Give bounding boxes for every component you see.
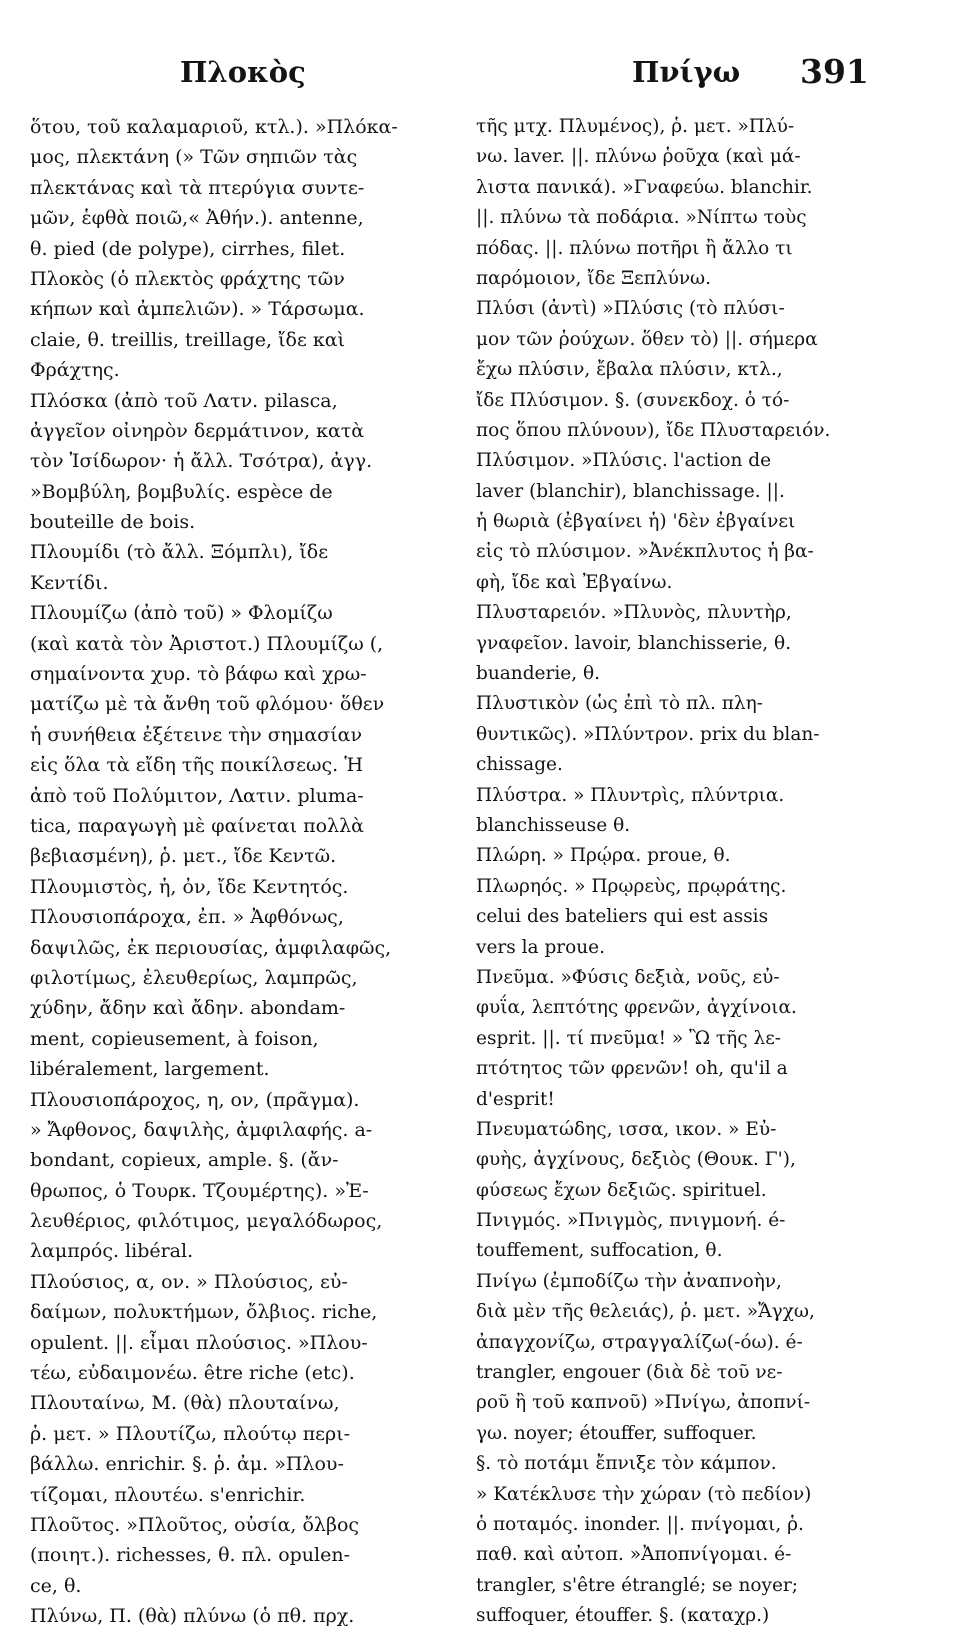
text-line: claie, θ. treillis, treillage, ἴδε καὶ [30,328,345,351]
text-line: λαμπρός. libéral. [30,1240,194,1263]
text-line: λιστα πανικά). »Γναφεύω. blanchir. [476,176,813,198]
text-line: trangler, s'être étranglé; se noyer; [476,1574,798,1596]
text-line: chissage. [476,754,563,776]
text-line: trangler, engouer (διὰ δὲ τοῦ νε- [476,1362,783,1384]
text-line: θ. pied (de polype), cirrhes, filet. [30,237,346,260]
text-line: Φράχτης. [30,359,120,382]
text-line: bouteille de bois. [30,511,196,534]
text-line: τῆς μτχ. Πλυμένος), ῥ. μετ. »Πλύ- [476,116,795,137]
text-line: Πλοκὸς (ὁ πλεκτὸς φράχτης τῶν [30,267,345,290]
text-line: Πλωρηός. » Πρῳρεὺς, πρῳράτης. [476,875,787,897]
running-head-right: Πνίγω [632,55,741,89]
text-line: μον τῶν ῥούχων. ὅθεν τὸ) ||. σήμερα [476,328,818,350]
left-column [30,112,458,1632]
text-line: vers la proue. [476,936,606,958]
text-line: Πλουμίζω (ἀπὸ τοῦ) » Φλομίζω [30,602,333,625]
text-line: bondant, copieux, ample. §. (ἄν- [30,1149,339,1172]
text-line: Πλουμιστὸς, ἡ, ὀν, ἴδε Κεντητός. [30,875,349,898]
text-line: » Ἄφθονος, δαψιλὴς, ἀμφιλαφής. a- [30,1118,373,1141]
text-line: πλεκτάνας καὶ τὰ πτερύγια συντε- [30,176,365,199]
text-line: (ποιητ.). richesses, θ. πλ. opulen- [30,1544,351,1567]
text-line: ἔχω πλύσιν, ἔβαλα πλύσιν, κτλ., [476,359,783,381]
text-line: λευθέριος, φιλότιμος, μεγαλόδωρος, [30,1210,383,1233]
text-line: laver (blanchir), blanchissage. ||. [476,480,785,502]
text-line: χύδην, ἄδην καὶ ἄδην. abondam- [30,997,346,1020]
text-line: κήπων καὶ ἀμπελιῶν). » Τάρσωμα. [30,298,365,321]
text-line: Πλουσιοπάροχα, ἐπ. » Ἀφθόνως, [30,906,344,929]
text-line: φύσεως ἔχων δεξιῶς. spirituel. [476,1179,767,1201]
text-line: βεβιασμένη), ῥ. μετ., ἴδε Κεντῶ. [30,845,337,868]
text-line: εἰς ὅλα τὰ εἴδη τῆς ποικίλσεως. Ἡ [30,754,364,777]
text-line: δαψιλῶς, ἐκ περιουσίας, ἀμφιλαφῶς, [30,936,392,959]
text-line: τέω, εὐδαιμονέω. être riche (etc). [30,1362,355,1385]
text-line: tica, παραγωγὴ μὲ φαίνεται πολλὰ [30,814,364,837]
text-line: blanchisseuse θ. [476,814,631,836]
text-line: φὴ, ἴδε καὶ Ἐβγαίνω. [476,571,673,593]
text-line: παθ. καὶ αὐτοπ. »Ἀποπνίγομαι. é- [476,1544,792,1566]
text-line: πόδας. ||. πλύνω ποτῆρι ἢ ἄλλο τι [476,237,793,259]
text-line: (καὶ κατὰ τὸν Ἀριστοτ.) Πλουμίζω (, [30,632,384,655]
text-line: Πλυστικὸν (ὡς ἐπὶ τὸ πλ. πλη- [476,693,763,715]
running-head-left: Πλοκὸς [180,55,306,89]
text-line: buanderie, θ. [476,663,600,685]
text-line: celui des bateliers qui est assis [476,906,769,928]
text-line: Πλόσκα (ἀπὸ τοῦ Λατν. pilasca, [30,389,338,412]
text-line: Πλουμίδι (τὸ ἄλλ. Ξόμπλι), ἴδε [30,541,329,564]
text-line: διὰ μὲν τῆς θελειάς), ῥ. μετ. »Ἄγχω, [476,1301,815,1323]
text-line: »Βομβύλη, βομβυλίς. espèce de [30,480,333,503]
text-line: Πλυσταρειόν. »Πλυνὸς, πλυντὴρ, [476,602,792,624]
text-line: θυντικῶς). »Πλύντρον. prix du blan- [476,723,820,745]
text-line: θρωπος, ὁ Τουρκ. Τζουμέρτης). »Ἐ- [30,1179,369,1202]
text-line: πτότητος τῶν φρενῶν! oh, qu'il a [476,1058,788,1080]
text-line: d'esprit! [476,1088,555,1110]
text-line: ὅτου, τοῦ καλαμαριοῦ, κτλ.). »Πλόκα- [30,116,398,138]
text-line: βάλλω. enrichir. §. ῥ. ἀμ. »Πλου- [30,1453,344,1476]
text-line: Πλύσιμον. »Πλύσις. l'action de [476,450,772,472]
text-line: ῥ. μετ. » Πλουτίζω, πλούτῳ περι- [30,1422,351,1445]
text-line: ||. πλύνω τὰ ποδάρια. »Νίπτω τοὺς [476,207,807,229]
text-line: Πνεῦμα. »Φύσις δεξιὰ, νοῦς, εὐ- [476,966,780,988]
text-line: Πλύνω, Π. (θὰ) πλύνω (ὁ πθ. πρχ. [30,1605,355,1628]
text-line: μος, πλεκτάνη (» Τῶν σηπιῶν τὰς [30,146,358,169]
page-number: 391 [800,52,869,91]
text-line: ἡ θωριὰ (ἐβγαίνει ἡ) 'δὲν ἐβγαίνει [476,511,796,533]
text-line: φιλοτίμως, ἐλευθερίως, λαμπρῶς, [30,966,358,989]
text-line: suffoquer, étouffer. §. (καταχρ.) [476,1605,770,1627]
text-line: νω. laver. ||. πλύνω ῥοῦχα (καὶ μά- [476,146,801,168]
text-line: opulent. ||. εἶμαι πλούσιος. »Πλου- [30,1331,368,1354]
text-line: » Κατέκλυσε τὴν χώραν (τὸ πεδίον) [476,1483,812,1505]
text-line: Πλύστρα. » Πλυντρὶς, πλύντρια. [476,784,785,806]
text-line: παρόμοιον, ἴδε Ξεπλύνω. [476,267,712,289]
text-line: Πνευματώδης, ισσα, ικον. » Εὐ- [476,1118,777,1140]
text-line: εἰς τὸ πλύσιμον. »Ἀνέκπλυτος ἡ βα- [476,541,814,563]
text-line: γναφεῖον. lavoir, blanchisserie, θ. [476,632,792,654]
text-line: Πλοῦτος. »Πλοῦτος, οὐσία, ὄλβος [30,1513,360,1536]
text-line: ce, θ. [30,1574,82,1597]
text-line: Πλώρη. » Πρῴρα. proue, θ. [476,845,731,867]
right-column [476,112,884,1632]
text-line: Πλούσιος, α, ον. » Πλούσιος, εὐ- [30,1270,348,1293]
text-line: ἀπαγχονίζω, στραγγαλίζω(-όω). é- [476,1331,803,1353]
text-line: ἀπὸ τοῦ Πολύμιτον, Λατιν. pluma- [30,784,364,807]
text-line: τίζομαι, πλουτέω. s'enrichir. [30,1483,306,1506]
text-line: σημαίνοντα χυρ. τὸ βάφω καὶ χρω- [30,663,367,686]
text-line: Πνιγμός. »Πνιγμὸς, πνιγμονή. é- [476,1210,786,1232]
text-line: μῶν, ἑφθὰ ποιῶ,« Ἀθήν.). antenne, [30,207,364,230]
text-line: esprit. ||. τί πνεῦμα! » Ὢ τῆς λε- [476,1027,782,1049]
text-line: ροῦ ἢ τοῦ καπνοῦ) »Πνίγω, ἀποπνί- [476,1392,811,1414]
text-line: ὁ ποταμός. inonder. ||. πνίγομαι, ῥ. [476,1513,804,1535]
text-line: ἡ συνήθεια ἐξέτεινε τὴν σημασίαν [30,723,363,746]
text-line: touffement, suffocation, θ. [476,1240,723,1262]
text-line: Πλύσι (ἀντὶ) »Πλύσις (τὸ πλύσι- [476,298,785,320]
text-line: Κεντίδι. [30,571,109,594]
text-line: φυὴς, ἀγχίνους, δεξιὸς (Θουκ. Γ'), [476,1149,796,1171]
text-line: ment, copieusement, à foison, [30,1027,319,1050]
text-line: ἀγγεῖον οἰνηρὸν δερμάτινον, κατὰ [30,419,365,442]
text-line: δαίμων, πολυκτήμων, ὄλβιος. riche, [30,1301,378,1324]
text-line: γω. noyer; étouffer, suffoquer. [476,1422,757,1444]
text-line: ματίζω μὲ τὰ ἄνθη τοῦ φλόμου· ὅθεν [30,693,385,716]
text-line: §. τὸ ποτάμι ἔπνιξε τὸν κάμπον. [476,1453,777,1475]
text-line: ἴδε Πλύσιμον. §. (συνεκδοχ. ὁ τό- [476,389,790,411]
text-line: πος ὅπου πλύνουν), ἴδε Πλυσταρειόν. [476,419,831,441]
text-line: Πλουταίνω, Μ. (θὰ) πλουταίνω, [30,1392,340,1415]
text-line: φυΐα, λεπτότης φρενῶν, ἀγχίνοια. [476,997,797,1019]
text-line: Πλουσιοπάροχος, η, ον, (πρᾶγμα). [30,1088,360,1111]
text-line: Πνίγω (ἐμποδίζω τὴν ἀναπνοὴν, [476,1270,782,1292]
text-line: libéralement, largement. [30,1058,270,1081]
text-line: τὸν Ἰσίδωρον· ἡ ἄλλ. Τσότρα), ἀγγ. [30,450,373,473]
